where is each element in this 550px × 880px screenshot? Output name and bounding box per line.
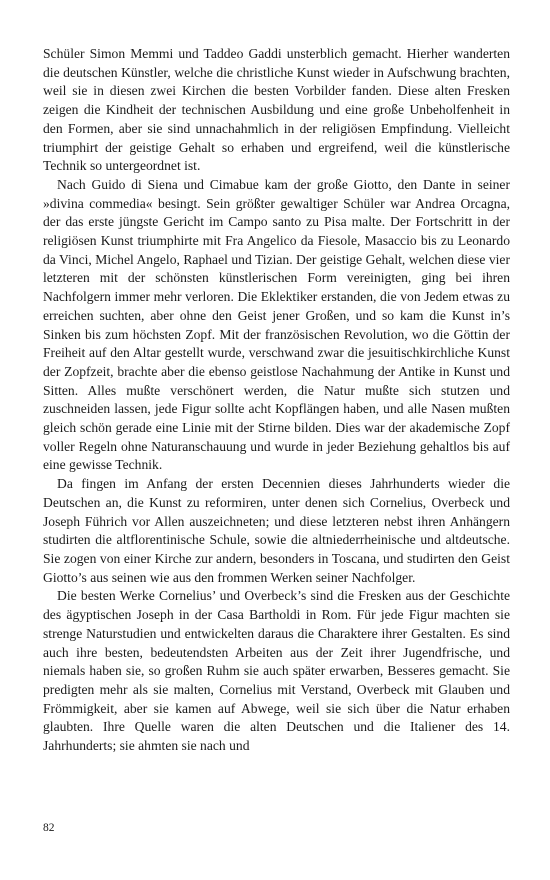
paragraph-3: Da fingen im Anfang der ersten Decennien dieses Jahrhunderts wieder die Deutschen an, die Kunst zu reformiren, unter denen sich Cornelius, Overbeck und Joseph Führich vor Allen auszeichneten; und diese letzteren nebst ihren Anhängern studirten die altflorentinische Schule, sowie die altniederrheinische und altdeutsche. Sie zogen von einer Kirche zur andern, besonders in Toscana, und studirten den Geist Giotto’s aus seinen wie aus den frommen Werken seiner Nachfolger. bbox=[43, 476, 510, 585]
paragraph-4: Die besten Werke Cornelius’ und Overbeck’s sind die Fresken aus der Geschichte des ägyptischen Joseph in der Casa Bartholdi in Rom. Für jede Figur machten sie strenge Naturstudien und entwickelten daraus die Charaktere ihrer Gestalten. Es sind auch ihre besten, bedeutendsten Arbeiten aus der Zeit ihrer Jugendfrische, und niemals haben sie, so großen Ruhm sie auch später erwarben, Besseres gemacht. Sie predigten mehr als sie malten, Cornelius mit Verstand, Overbeck mit Glauben und Frömmigkeit, aber sie kamen auf Abwege, weil sie sich über die Natur erhaben glaubten. Ihre Quelle waren die alten Deutschen und die Italiener des 14. Jahrhunderts; sie ahmten sie nach und bbox=[43, 588, 510, 754]
paragraph-1: Schüler Simon Memmi und Taddeo Gaddi unsterblich gemacht. Hierher wanderten die deutschen Künstler, welche die christliche Kunst wieder in Aufschwung brachten, weil sie in diesen zwei Kirchen die besten Vorbilder fanden. Diese alten Fresken zeigen die Kindheit der technischen Ausbildung und eine große Unbeholfenheit in den Formen, aber sie sind unnachahmlich in der religiösen Empfindung. Vielleicht triumphirt der geistige Gehalt so erhaben und ergreifend, weil die künstlerische Technik so untergeordnet ist. bbox=[43, 46, 510, 174]
paragraph-2: Nach Guido di Siena und Cimabue kam der große Giotto, den Dante in seiner »divina commedia« besingt. Sein größter gewaltiger Schüler war Andrea Orcagna, der das erste jüngste Gericht im Campo santo zu Pisa malte. Der Fortschritt in der religiösen Kunst triumphirte mit Fra Angelico da Fiesole, Masaccio bis zu Leonardo da Vinci, Michel Angelo, Raphael und Tizian. Der geistige Gehalt, welchen diese vier letzteren mit der schönsten künstlerischen Form vereinigten, ging bei ihren Nachfolgern immer mehr verloren. Die Eklektiker erstanden, die von Jedem etwas zu erreichen suchten, aber ohne den Geist jener Großen, und so kam die Kunst in’s Sinken bis zum höchsten Zopf. Mit der französischen Revolution, wo die Göttin der Freiheit auf den Altar gestellt wurde, verschwand zwar die jesuitischkirchliche Kunst der Zopfzeit, brachte aber die ebenso geistlose Nachahmung der Antike in Kunst und Sitten. Alles mußte verschönert werden, die Natur mußte sich stutzen und zuschneiden lassen, jede Figur sollte acht Kopflängen haben, und alle Nasen mußten gleich schön gerade eine Linie mit der Stirne bilden. Dies war der akademische Zopf voller Regeln ohne Naturanschauung und wurde in jeder Beziehung gehaltlos bis auf eine gewisse Technik. bbox=[43, 176, 510, 473]
page-body bbox=[43, 45, 510, 756]
page-number: 82 bbox=[43, 822, 55, 834]
